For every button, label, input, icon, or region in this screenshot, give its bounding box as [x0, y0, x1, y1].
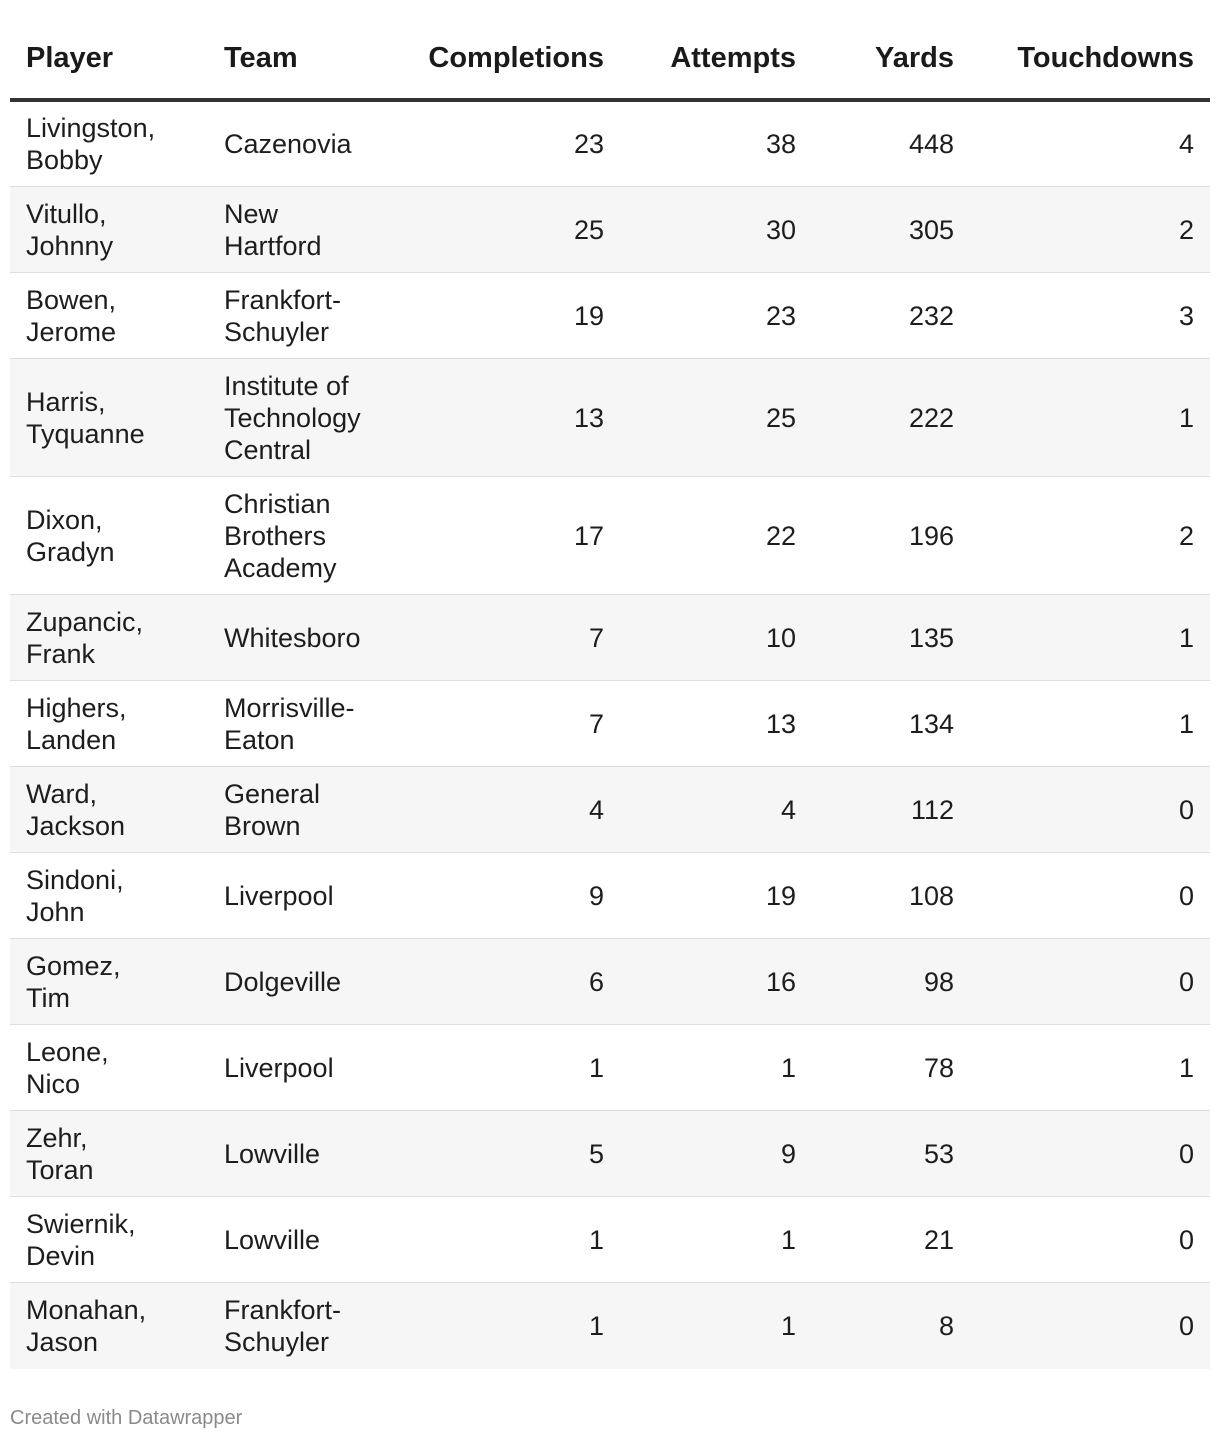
cell-yards: 135 [812, 595, 970, 681]
player-first-name: Gradyn [26, 536, 115, 567]
player-last-name: Swiernik, [26, 1208, 136, 1239]
table-row [10, 1111, 1210, 1197]
cell-touchdowns: 0 [970, 853, 1210, 939]
player-last-name: Dixon, [26, 504, 103, 535]
cell-player [10, 939, 208, 1025]
player-last-name: Vitullo, [26, 198, 107, 229]
table-row [10, 595, 1210, 681]
column-header-completions[interactable]: Completions [406, 18, 620, 100]
cell-attempts: 16 [620, 939, 812, 1025]
table-row [10, 1283, 1210, 1369]
column-header-player[interactable]: Player [10, 18, 208, 100]
cell-attempts: 4 [620, 767, 812, 853]
cell-yards: 112 [812, 767, 970, 853]
column-header-touchdowns[interactable]: Touchdowns [970, 18, 1210, 100]
cell-attempts: 10 [620, 595, 812, 681]
cell-yards: 222 [812, 359, 970, 477]
cell-completions: 17 [406, 477, 620, 595]
cell-completions: 25 [406, 187, 620, 273]
cell-completions: 9 [406, 853, 620, 939]
datawrapper-credit: Created with Datawrapper [10, 1407, 243, 1429]
player-last-name: Leone, [26, 1036, 109, 1067]
team-name-line: Technology [224, 402, 361, 433]
team-name-line: Lowville [224, 1224, 321, 1255]
cell-yards: 53 [812, 1111, 970, 1197]
player-first-name: Tim [26, 982, 70, 1013]
cell-attempts: 1 [620, 1283, 812, 1369]
team-name-line: Christian [224, 488, 331, 519]
cell-touchdowns: 1 [970, 681, 1210, 767]
cell-player [10, 1111, 208, 1197]
player-first-name: Bobby [26, 145, 103, 175]
cell-team [208, 1197, 406, 1283]
team-name-line: Whitesboro [224, 622, 361, 653]
cell-completions: 19 [406, 273, 620, 359]
player-last-name: Bowen, [26, 284, 117, 315]
cell-completions: 23 [406, 100, 620, 187]
cell-team [208, 100, 406, 187]
cell-player [10, 681, 208, 767]
team-name-line: Frankfort- [224, 1294, 342, 1325]
player-last-name: Ward, [26, 778, 98, 809]
team-name-line: Central [224, 434, 312, 465]
cell-team [208, 767, 406, 853]
cell-player [10, 1283, 208, 1369]
cell-touchdowns: 0 [970, 1111, 1210, 1197]
team-name-line: Schuyler [224, 316, 330, 347]
cell-player [10, 595, 208, 681]
team-name-line: Brothers [224, 520, 327, 551]
cell-team [208, 853, 406, 939]
cell-yards: 196 [812, 477, 970, 595]
team-name-line: General [224, 778, 321, 809]
team-name-line: Liverpool [224, 880, 334, 911]
cell-attempts: 13 [620, 681, 812, 767]
cell-touchdowns: 1 [970, 359, 1210, 477]
passing-stats-table [10, 18, 1210, 1369]
player-last-name: Harris, [26, 386, 106, 417]
cell-team [208, 681, 406, 767]
header-row [10, 18, 1210, 100]
player-last-name: Monahan, [26, 1294, 147, 1325]
cell-player [10, 100, 208, 187]
cell-touchdowns: 1 [970, 1025, 1210, 1111]
team-name-line: Frankfort- [224, 284, 342, 315]
team-name-line: Eaton [224, 724, 295, 755]
cell-completions: 1 [406, 1283, 620, 1369]
cell-completions: 13 [406, 359, 620, 477]
cell-yards: 78 [812, 1025, 970, 1111]
cell-yards: 134 [812, 681, 970, 767]
cell-completions: 1 [406, 1197, 620, 1283]
cell-attempts: 9 [620, 1111, 812, 1197]
cell-touchdowns: 2 [970, 187, 1210, 273]
cell-attempts: 22 [620, 477, 812, 595]
cell-yards: 305 [812, 187, 970, 273]
player-first-name: Landen [26, 724, 117, 755]
team-name-line: Morrisville- [224, 692, 355, 723]
cell-team [208, 273, 406, 359]
cell-completions: 4 [406, 767, 620, 853]
player-first-name: Tyquanne [26, 418, 145, 449]
cell-team [208, 595, 406, 681]
player-first-name: Nico [26, 1068, 81, 1099]
cell-completions: 1 [406, 1025, 620, 1111]
table-container [10, 18, 1210, 1369]
cell-team [208, 939, 406, 1025]
cell-completions: 5 [406, 1111, 620, 1197]
cell-player [10, 273, 208, 359]
cell-attempts: 19 [620, 853, 812, 939]
cell-attempts: 23 [620, 273, 812, 359]
team-name-line: Liverpool [224, 1052, 334, 1083]
cell-player [10, 477, 208, 595]
cell-attempts: 38 [620, 100, 812, 187]
table-row [10, 1197, 1210, 1283]
player-last-name: Livingston, [26, 113, 156, 143]
team-name-line: Dolgeville [224, 966, 342, 997]
player-first-name: Devin [26, 1240, 96, 1271]
cell-player [10, 767, 208, 853]
player-first-name: Jason [26, 1326, 99, 1357]
cell-player [10, 1025, 208, 1111]
cell-yards: 98 [812, 939, 970, 1025]
cell-attempts: 1 [620, 1197, 812, 1283]
table-row [10, 767, 1210, 853]
cell-touchdowns: 0 [970, 767, 1210, 853]
table-row [10, 681, 1210, 767]
cell-attempts: 1 [620, 1025, 812, 1111]
cell-touchdowns: 4 [970, 100, 1210, 187]
table-row [10, 853, 1210, 939]
team-name-line: Academy [224, 552, 337, 583]
team-name-line: Lowville [224, 1138, 321, 1169]
cell-attempts: 25 [620, 359, 812, 477]
player-first-name: Toran [26, 1154, 94, 1185]
player-last-name: Sindoni, [26, 864, 124, 895]
cell-player [10, 853, 208, 939]
column-header-attempts[interactable]: Attempts [620, 18, 812, 100]
cell-team [208, 1111, 406, 1197]
cell-team [208, 1025, 406, 1111]
cell-touchdowns: 1 [970, 595, 1210, 681]
team-name-line: Schuyler [224, 1326, 330, 1357]
column-header-team[interactable]: Team [208, 18, 406, 100]
cell-completions: 6 [406, 939, 620, 1025]
player-last-name: Highers, [26, 692, 127, 723]
team-name-line: New [224, 198, 279, 229]
cell-yards: 448 [812, 100, 970, 187]
cell-completions: 7 [406, 681, 620, 767]
player-last-name: Zupancic, [26, 606, 144, 637]
table-row [10, 1025, 1210, 1111]
cell-yards: 232 [812, 273, 970, 359]
cell-team [208, 187, 406, 273]
cell-team [208, 477, 406, 595]
cell-player [10, 359, 208, 477]
team-name-line: Institute of [224, 370, 349, 401]
cell-attempts: 30 [620, 187, 812, 273]
cell-player [10, 1197, 208, 1283]
table-body [10, 100, 1210, 1369]
cell-touchdowns: 2 [970, 477, 1210, 595]
cell-touchdowns: 0 [970, 1197, 1210, 1283]
player-first-name: Frank [26, 638, 96, 669]
player-first-name: Jerome [26, 316, 117, 347]
table-row [10, 273, 1210, 359]
column-header-yards[interactable]: Yards [812, 18, 970, 100]
table-row [10, 939, 1210, 1025]
cell-team [208, 359, 406, 477]
player-first-name: Johnny [26, 230, 114, 261]
player-last-name: Gomez, [26, 950, 121, 981]
player-first-name: Jackson [26, 810, 126, 841]
table-row [10, 187, 1210, 273]
cell-completions: 7 [406, 595, 620, 681]
team-name-line: Brown [224, 810, 301, 841]
cell-touchdowns: 3 [970, 273, 1210, 359]
player-first-name: John [26, 896, 85, 927]
team-name-line: Cazenovia [224, 129, 352, 159]
table-row [10, 100, 1210, 187]
team-name-line: Hartford [224, 230, 322, 261]
cell-team [208, 1283, 406, 1369]
cell-touchdowns: 0 [970, 1283, 1210, 1369]
cell-yards: 21 [812, 1197, 970, 1283]
cell-yards: 8 [812, 1283, 970, 1369]
cell-yards: 108 [812, 853, 970, 939]
table-row [10, 477, 1210, 595]
table-row [10, 359, 1210, 477]
player-last-name: Zehr, [26, 1122, 88, 1153]
cell-player [10, 187, 208, 273]
cell-touchdowns: 0 [970, 939, 1210, 1025]
